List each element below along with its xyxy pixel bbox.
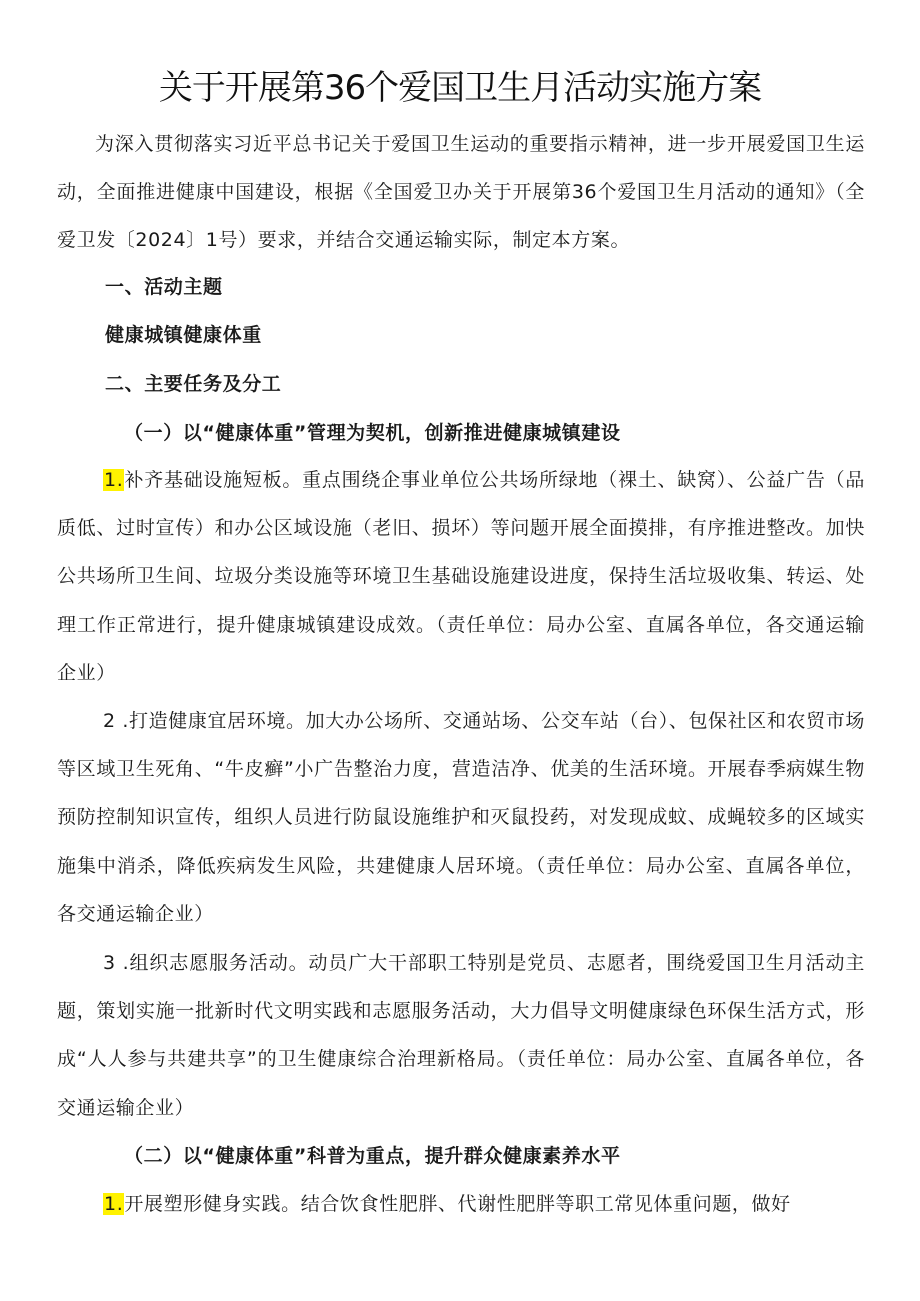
subsection-heading-2: （二）以“健康体重”科普为重点，提升群众健康素养水平 xyxy=(124,1145,621,1167)
highlighted-item-number: 1. xyxy=(104,469,124,491)
task-item-text: 开展塑形健身实践。结合饮食性肥胖、代谢性肥胖等职工常见体重问题，做好 xyxy=(124,1193,791,1215)
intro-paragraph: 为深入贯彻落实习近平总书记关于爱国卫生运动的重要指示精神，进一步开展爱国卫生运动，全面推进健康中国建设，根据《全国爱卫办关于开展第36个爱国卫生月活动的通知》（全爱卫发〔2024〕1号）要求，并结合交通运输实际，制定本方案。 xyxy=(57,133,865,252)
section-heading-theme: 一、活动主题 xyxy=(105,276,223,298)
task-item-1-2: 2 .打造健康宜居环境。加大办公场所、交通站场、公交车站（台）、包保社区和农贸市场等区域卫生死角、“牛皮癣”小广告整治力度，营造洁净、优美的生活环境。开展春季病媒生物预防控制知识宣传，组织人员进行防鼠设施维护和灭鼠投药，对发现成蚊、成蝇较多的区域实施集中消杀，降低疾病发生风险，共建健康人居环境。（责任单位：局办公室、直属各单位，各交通运输企业） xyxy=(57,710,865,925)
highlighted-item-number: 1. xyxy=(104,1193,124,1215)
subsection-heading-1: （一）以“健康体重”管理为契机，创新推进健康城镇建设 xyxy=(124,422,621,444)
section-heading-tasks: 二、主要任务及分工 xyxy=(105,373,282,395)
task-item-2-1 xyxy=(57,1180,865,1228)
theme-text: 健康城镇健康体重 xyxy=(105,324,262,346)
document-title: 关于开展第36个爱国卫生月活动实施方案 xyxy=(158,68,762,108)
task-item-1-1 xyxy=(57,456,865,697)
task-item-1-3: 3 .组织志愿服务活动。动员广大干部职工特别是党员、志愿者，围绕爱国卫生月活动主题，策划实施一批新时代文明实践和志愿服务活动，大力倡导文明健康绿色环保生活方式，形成“人人参与共建共享”的卫生健康综合治理新格局。（责任单位：局办公室、直属各单位，各交通运输企业） xyxy=(57,952,865,1119)
task-item-text: 补齐基础设施短板。重点围绕企事业单位公共场所绿地（裸土、缺窝）、公益广告（品质低、过时宣传）和办公区域设施（老旧、损坏）等问题开展全面摸排，有序推进整改。加快公共场所卫生间、垃圾分类设施等环境卫生基础设施建设进度，保持生活垃圾收集、转运、处理工作正常进行，提升健康城镇建设成效。（责任单位：局办公室、直属各单位，各交通运输企业） xyxy=(57,469,865,684)
